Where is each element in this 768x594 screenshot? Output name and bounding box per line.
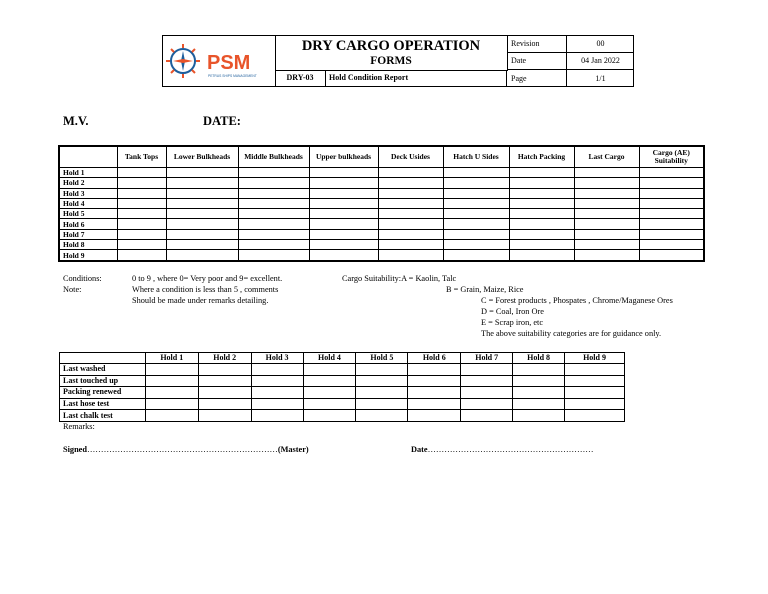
- table-cell[interactable]: [303, 387, 356, 399]
- table-cell[interactable]: [509, 240, 574, 250]
- table-row: [60, 364, 625, 376]
- form-title-cell: [275, 36, 508, 71]
- table-row: [59, 240, 704, 250]
- table-cell[interactable]: [117, 188, 166, 198]
- table-cell[interactable]: [166, 240, 238, 250]
- table-cell[interactable]: [574, 240, 639, 250]
- table-cell[interactable]: [117, 168, 166, 178]
- signature-line: [63, 445, 309, 456]
- table-cell[interactable]: [565, 398, 625, 410]
- column-header: [60, 353, 146, 364]
- table-cell[interactable]: [513, 398, 565, 410]
- table-cell[interactable]: [309, 178, 378, 188]
- form-subtitle: FORMS: [370, 55, 412, 67]
- table-cell[interactable]: [378, 188, 443, 198]
- conditions-label: Conditions:: [63, 274, 102, 283]
- table-cell[interactable]: [378, 229, 443, 239]
- table-row: [60, 375, 625, 387]
- row-label: Hold 3: [59, 188, 117, 198]
- column-header: Hold 4: [303, 353, 356, 364]
- table-cell[interactable]: [238, 178, 309, 188]
- table-cell[interactable]: [378, 198, 443, 208]
- table-cell[interactable]: [238, 198, 309, 208]
- table-cell[interactable]: [198, 375, 251, 387]
- table-cell[interactable]: [408, 387, 461, 399]
- column-header: Hold 7: [461, 353, 513, 364]
- revision-meta: [507, 36, 634, 87]
- table-cell[interactable]: [513, 364, 565, 376]
- table-cell[interactable]: [117, 198, 166, 208]
- row-label: Last chalk test: [60, 410, 146, 422]
- column-header: Hatch U Sides: [443, 146, 509, 168]
- table-cell[interactable]: [574, 219, 639, 229]
- table-row: [59, 250, 704, 261]
- form-code: DRY-03: [275, 70, 326, 86]
- column-header: Middle Bulkheads: [238, 146, 309, 168]
- table-cell[interactable]: [251, 387, 303, 399]
- table-cell[interactable]: [145, 410, 198, 422]
- table-cell[interactable]: [303, 398, 356, 410]
- row-label: Hold 6: [59, 219, 117, 229]
- suitability-e: E = Scrap iron, etc: [481, 318, 544, 327]
- table-cell[interactable]: [574, 188, 639, 198]
- table-cell[interactable]: [145, 398, 198, 410]
- table-cell[interactable]: [443, 240, 509, 250]
- table-cell[interactable]: [356, 410, 408, 422]
- row-label: Hold 7: [59, 229, 117, 239]
- logo-wordmark: PSM: [207, 52, 251, 74]
- table-cell[interactable]: [251, 398, 303, 410]
- table-cell[interactable]: [117, 209, 166, 219]
- table-cell[interactable]: [378, 219, 443, 229]
- meta-label: Page: [507, 70, 567, 88]
- table-row: [59, 178, 704, 188]
- table-cell[interactable]: [198, 387, 251, 399]
- table-row: [60, 410, 625, 422]
- table-cell[interactable]: [303, 364, 356, 376]
- table-cell[interactable]: [565, 375, 625, 387]
- table-row: [59, 209, 704, 219]
- table-cell[interactable]: [461, 375, 513, 387]
- hold-condition-table: [58, 145, 705, 262]
- table-cell[interactable]: [198, 410, 251, 422]
- table-cell[interactable]: [509, 250, 574, 261]
- suitability-note: The above suitability categories are for guidance only.: [481, 329, 662, 338]
- table-cell[interactable]: [166, 250, 238, 261]
- note-line-2: Should be made under remarks detailing.: [132, 296, 269, 305]
- table-cell[interactable]: [639, 229, 704, 239]
- table-cell[interactable]: [238, 219, 309, 229]
- suitability-d: D = Coal, Iron Ore: [481, 307, 544, 316]
- table-row: [59, 198, 704, 208]
- row-label: Hold 5: [59, 209, 117, 219]
- date-label: DATE:: [203, 114, 241, 128]
- table-cell[interactable]: [309, 209, 378, 219]
- table-cell[interactable]: [238, 209, 309, 219]
- table-row: [59, 229, 704, 239]
- column-header: Hatch Packing: [509, 146, 574, 168]
- table-cell[interactable]: [443, 209, 509, 219]
- column-header: Hold 5: [356, 353, 408, 364]
- table-cell[interactable]: [565, 410, 625, 422]
- table-cell[interactable]: [356, 375, 408, 387]
- table-cell[interactable]: [166, 168, 238, 178]
- table-cell[interactable]: [408, 375, 461, 387]
- row-label: Hold 2: [59, 178, 117, 188]
- table-cell[interactable]: [408, 398, 461, 410]
- meta-value: 00: [567, 36, 635, 53]
- table-cell[interactable]: [443, 188, 509, 198]
- report-name: Hold Condition Report: [325, 70, 507, 86]
- table-cell[interactable]: [166, 198, 238, 208]
- table-cell[interactable]: [198, 398, 251, 410]
- hold-maintenance-table: [59, 352, 625, 422]
- table-cell[interactable]: [639, 188, 704, 198]
- table-cell[interactable]: [117, 219, 166, 229]
- table-cell[interactable]: [639, 198, 704, 208]
- remarks-label: Remarks:: [63, 422, 95, 431]
- table-cell[interactable]: [574, 209, 639, 219]
- table-cell[interactable]: [309, 168, 378, 178]
- form-title: DRY CARGO OPERATION: [301, 38, 481, 54]
- vessel-label: M.V.: [63, 114, 89, 128]
- table-cell[interactable]: [509, 198, 574, 208]
- table-cell[interactable]: [309, 198, 378, 208]
- table-cell[interactable]: [509, 188, 574, 198]
- table-cell[interactable]: [378, 250, 443, 261]
- column-header: Lower Bulkheads: [166, 146, 238, 168]
- table-cell[interactable]: [378, 209, 443, 219]
- table-cell[interactable]: [509, 229, 574, 239]
- row-label: Hold 9: [59, 250, 117, 261]
- table-cell[interactable]: [356, 364, 408, 376]
- meta-label: Date: [507, 53, 567, 70]
- table-cell[interactable]: [513, 375, 565, 387]
- table-cell[interactable]: [166, 209, 238, 219]
- column-header: Hold 1: [145, 353, 198, 364]
- table-cell[interactable]: [303, 375, 356, 387]
- table-cell[interactable]: [166, 219, 238, 229]
- column-header: Hold 6: [408, 353, 461, 364]
- table-row: [59, 219, 704, 229]
- table-cell[interactable]: [238, 250, 309, 261]
- row-label: Last touched up: [60, 375, 146, 387]
- table-cell[interactable]: [574, 229, 639, 239]
- table-row: [60, 398, 625, 410]
- row-label: Packing renewed: [60, 387, 146, 399]
- table-cell[interactable]: [145, 375, 198, 387]
- meta-row-page: [507, 70, 634, 88]
- table-cell[interactable]: [251, 375, 303, 387]
- table-cell[interactable]: [639, 209, 704, 219]
- table-cell[interactable]: [145, 364, 198, 376]
- signed-label: Signed: [63, 445, 87, 454]
- meta-value: 1/1: [595, 73, 606, 83]
- row-label: Last hose test: [60, 398, 146, 410]
- date-signature-line: [411, 445, 594, 456]
- psm-logo-icon: [163, 36, 275, 86]
- column-header: Hold 3: [251, 353, 303, 364]
- suitability-c: C = Forest products , Phospates , Chrome/Maganese Ores: [481, 296, 673, 305]
- table-cell[interactable]: [238, 229, 309, 239]
- table-cell[interactable]: [639, 219, 704, 229]
- column-header: Cargo (AE) Suitability: [639, 146, 704, 168]
- table-cell[interactable]: [309, 250, 378, 261]
- column-header: Deck Usides: [378, 146, 443, 168]
- table-cell[interactable]: [565, 387, 625, 399]
- column-header: [59, 146, 117, 168]
- table-cell[interactable]: [565, 364, 625, 376]
- table-cell[interactable]: [639, 240, 704, 250]
- table-cell[interactable]: [309, 188, 378, 198]
- table-cell[interactable]: [356, 387, 408, 399]
- suitability-b: B = Grain, Maize, Rice: [446, 285, 524, 294]
- table-row: [59, 168, 704, 178]
- table-cell[interactable]: [238, 188, 309, 198]
- table-cell[interactable]: [639, 178, 704, 188]
- table-cell[interactable]: [461, 364, 513, 376]
- table-cell[interactable]: [303, 410, 356, 422]
- signed-field[interactable]: ……………………………………………………………: [86, 445, 278, 454]
- table-cell[interactable]: [309, 240, 378, 250]
- table-cell[interactable]: [509, 178, 574, 188]
- company-logo: [163, 36, 276, 86]
- table-cell[interactable]: [639, 250, 704, 261]
- table-cell[interactable]: [574, 168, 639, 178]
- row-label: Hold 8: [59, 240, 117, 250]
- table-cell[interactable]: [443, 198, 509, 208]
- table-cell[interactable]: [461, 398, 513, 410]
- note-label: Note:: [63, 285, 82, 294]
- table-header-row: [59, 146, 704, 168]
- column-header: Upper bulkheads: [309, 146, 378, 168]
- table-cell[interactable]: [574, 178, 639, 188]
- table-cell[interactable]: [378, 240, 443, 250]
- column-header: Tank Tops: [117, 146, 166, 168]
- table-cell[interactable]: [198, 364, 251, 376]
- column-header: Hold 8: [513, 353, 565, 364]
- table-cell[interactable]: [639, 168, 704, 178]
- table-cell[interactable]: [251, 364, 303, 376]
- meta-label: Revision: [507, 36, 567, 53]
- note-line-1: Where a condition is less than 5 , comments: [132, 285, 279, 294]
- table-cell[interactable]: [378, 168, 443, 178]
- table-cell[interactable]: [461, 387, 513, 399]
- column-header: Last Cargo: [574, 146, 639, 168]
- date2-field[interactable]: ……………………………………………………: [427, 445, 594, 454]
- table-cell[interactable]: [378, 178, 443, 188]
- table-cell[interactable]: [443, 219, 509, 229]
- table-cell[interactable]: [238, 240, 309, 250]
- row-label: Last washed: [60, 364, 146, 376]
- table-cell[interactable]: [509, 219, 574, 229]
- table-cell[interactable]: [408, 364, 461, 376]
- meta-row-revision: [507, 36, 634, 53]
- table-cell[interactable]: [117, 250, 166, 261]
- table-header-row: [60, 353, 625, 364]
- logo-subtitle: PETRUS SHIPS MANAGEMENT: [208, 74, 257, 78]
- table-cell[interactable]: [443, 250, 509, 261]
- table-cell[interactable]: [309, 229, 378, 239]
- table-cell[interactable]: [356, 398, 408, 410]
- table-cell[interactable]: [309, 219, 378, 229]
- table-cell[interactable]: [443, 168, 509, 178]
- table-cell[interactable]: [509, 209, 574, 219]
- table-cell[interactable]: [443, 229, 509, 239]
- table-cell[interactable]: [509, 168, 574, 178]
- table-cell[interactable]: [513, 387, 565, 399]
- table-cell[interactable]: [251, 410, 303, 422]
- table-cell[interactable]: [145, 387, 198, 399]
- meta-value: 04 Jan 2022: [567, 53, 635, 70]
- row-label: Hold 4: [59, 198, 117, 208]
- table-cell[interactable]: [574, 198, 639, 208]
- row-label: Hold 1: [59, 168, 117, 178]
- table-row: [60, 387, 625, 399]
- suitability-a: Cargo Suitability:A = Kaolin, Talc: [342, 274, 457, 283]
- table-cell[interactable]: [117, 178, 166, 188]
- form-header: [162, 35, 634, 87]
- table-cell[interactable]: [166, 188, 238, 198]
- table-cell[interactable]: [166, 178, 238, 188]
- table-cell[interactable]: [117, 240, 166, 250]
- table-cell[interactable]: [166, 229, 238, 239]
- table-cell[interactable]: [443, 178, 509, 188]
- meta-row-date: [507, 53, 634, 70]
- master-label: (Master): [277, 445, 309, 454]
- table-cell[interactable]: [238, 168, 309, 178]
- table-row: [59, 188, 704, 198]
- conditions-text: 0 to 9 , where 0= Very poor and 9= excellent.: [132, 274, 283, 283]
- table-cell[interactable]: [461, 410, 513, 422]
- table-cell[interactable]: [574, 250, 639, 261]
- column-header: Hold 2: [198, 353, 251, 364]
- table-cell[interactable]: [408, 410, 461, 422]
- table-cell[interactable]: [513, 410, 565, 422]
- column-header: Hold 9: [565, 353, 625, 364]
- date2-label: Date: [411, 445, 428, 454]
- table-cell[interactable]: [117, 229, 166, 239]
